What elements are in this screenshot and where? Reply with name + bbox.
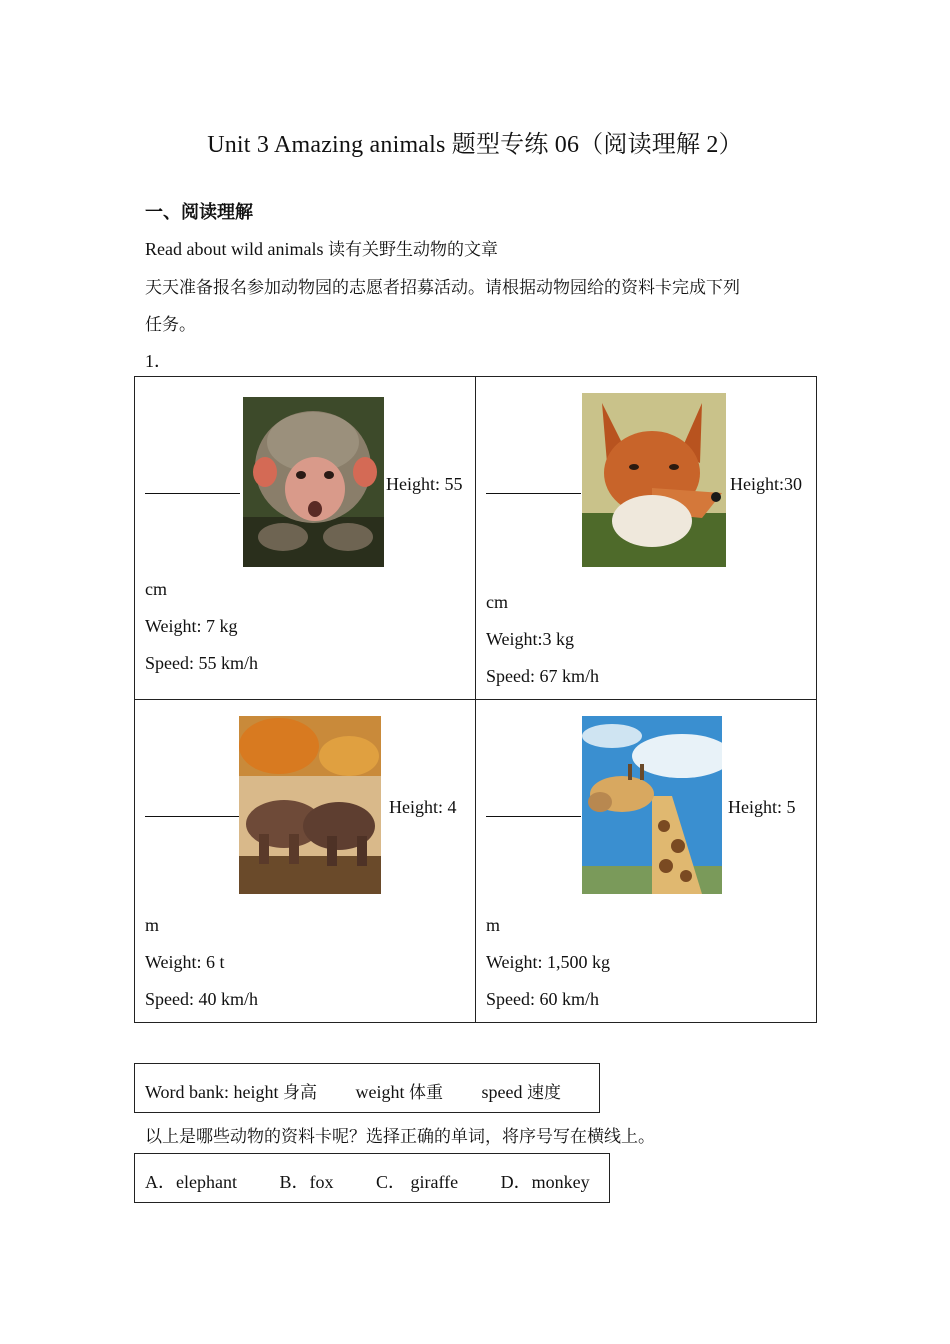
answer-blank[interactable]	[486, 492, 581, 494]
answer-blank[interactable]	[145, 815, 240, 817]
weight-text: Weight:3 kg	[486, 629, 575, 649]
intro-line-1	[145, 235, 498, 260]
height-unit: m	[486, 915, 501, 935]
giraffe-photo	[582, 716, 722, 894]
option-c: C． giraffe	[375, 1172, 459, 1192]
card-info	[145, 907, 258, 1018]
question-number: 1．	[145, 351, 172, 371]
word-bank-speed-cn: 速度	[527, 1083, 562, 1103]
height-label: Height:30	[730, 474, 802, 494]
intro-english: Read about wild animals	[145, 239, 328, 259]
weight-text: Weight: 7 kg	[145, 616, 238, 636]
intro-line-3: 任务。	[145, 315, 196, 335]
height-label: Height: 55	[386, 474, 463, 494]
speed-text: Speed: 67 km/h	[486, 666, 599, 686]
word-bank-height-cn: 身高	[283, 1083, 318, 1103]
page-title: Unit 3 Amazing animals 题型专练 06（阅读理解 2）	[207, 132, 743, 158]
card-giraffe	[476, 700, 817, 1023]
height-label: Height: 4	[389, 797, 457, 817]
word-bank-box	[134, 1063, 600, 1113]
height-unit: cm	[145, 579, 167, 599]
word-bank-speed-en: speed	[481, 1082, 528, 1102]
card-fox	[476, 377, 817, 700]
word-bank-weight-en: weight	[355, 1082, 410, 1102]
monkey-photo	[243, 397, 384, 567]
card-info	[486, 907, 610, 1018]
height-label: Height: 5	[728, 797, 796, 817]
answer-blank[interactable]	[145, 492, 240, 494]
intro-chinese: 读有关野生动物的文章	[327, 240, 498, 260]
options-box	[134, 1153, 610, 1203]
option-a: A．elephant	[145, 1172, 237, 1192]
card-elephant	[135, 700, 476, 1023]
card-info	[145, 571, 258, 682]
animal-cards-table	[134, 376, 817, 1023]
card-info	[486, 584, 599, 695]
option-d: D．monkey	[500, 1172, 590, 1192]
weight-text: Weight: 6 t	[145, 952, 225, 972]
speed-text: Speed: 55 km/h	[145, 653, 258, 673]
height-unit: m	[145, 915, 160, 935]
word-bank-label: Word bank: height	[145, 1082, 284, 1102]
option-b: B．fox	[279, 1172, 334, 1192]
card-monkey	[135, 377, 476, 700]
weight-text: Weight: 1,500 kg	[486, 952, 611, 972]
intro-line-2: 天天准备报名参加动物园的志愿者招募活动。请根据动物园给的资料卡完成下列	[145, 278, 740, 298]
height-unit: cm	[486, 592, 508, 612]
question-text: 以上是哪些动物的资料卡呢？选择正确的单词，将序号写在横线上。	[145, 1127, 655, 1147]
word-bank-weight-cn: 体重	[409, 1083, 444, 1103]
fox-photo	[582, 393, 726, 567]
answer-blank[interactable]	[486, 815, 581, 817]
speed-text: Speed: 60 km/h	[486, 989, 599, 1009]
section-heading: 一、阅读理解	[145, 202, 253, 223]
speed-text: Speed: 40 km/h	[145, 989, 258, 1009]
elephant-photo	[239, 716, 381, 894]
